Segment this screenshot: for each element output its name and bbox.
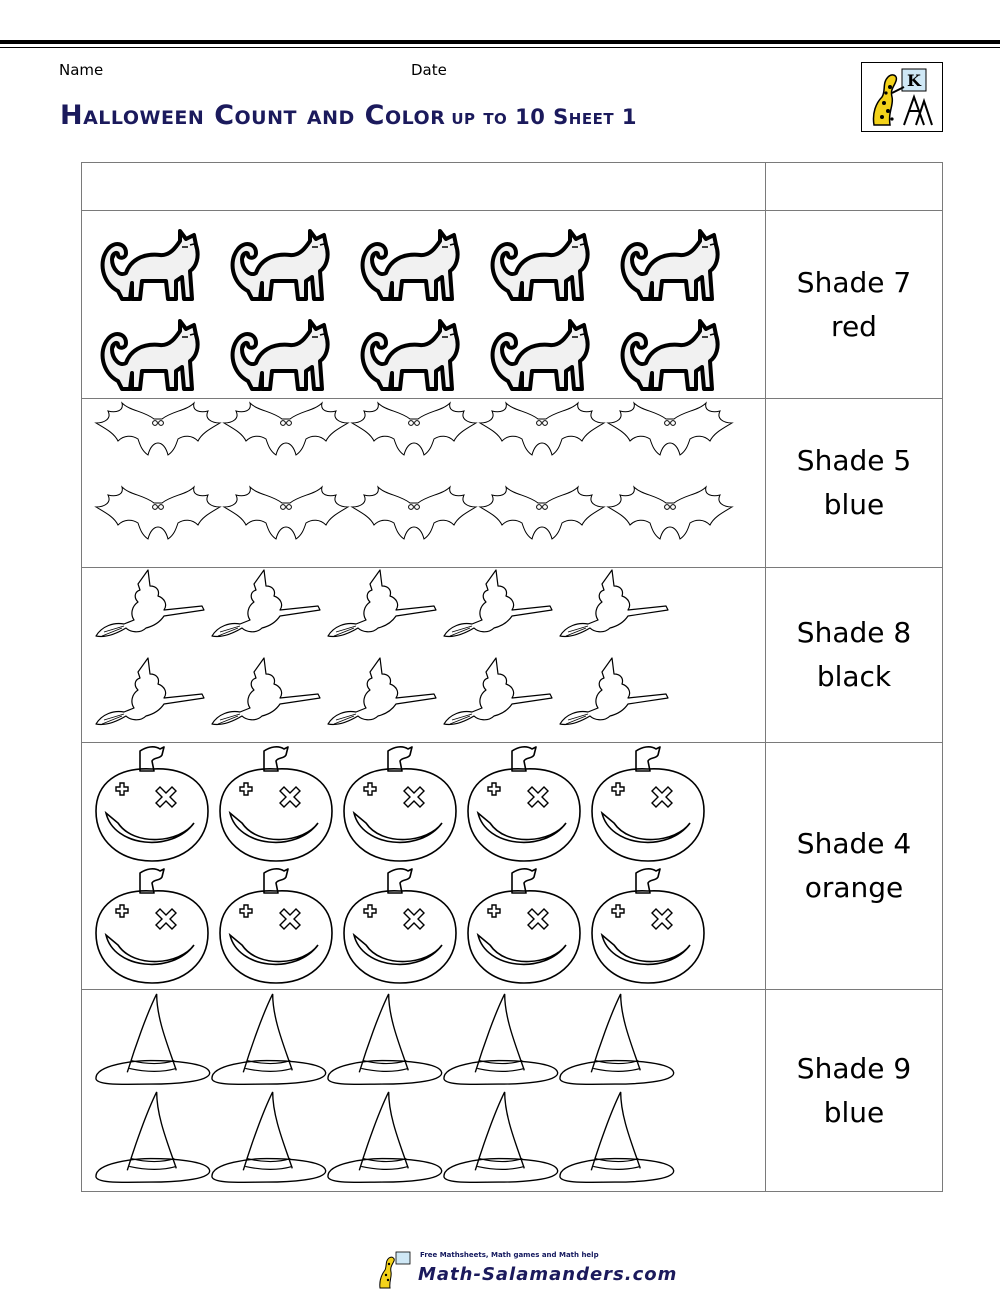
cat-icon <box>363 321 458 389</box>
header-cell-blank-right <box>766 163 943 211</box>
instruction-color: red <box>831 309 877 343</box>
witch-icon <box>96 570 204 637</box>
instruction-hats <box>766 990 943 1192</box>
pumpkin-icon <box>344 869 456 983</box>
title-main: Halloween Count and Color <box>60 100 446 131</box>
bat-icon <box>608 403 732 455</box>
pumpkin-icon <box>220 869 332 983</box>
worksheet-table <box>81 162 943 1192</box>
worksheet-title <box>60 100 637 131</box>
witch-hat-icon <box>328 994 442 1084</box>
hats-grid <box>82 990 765 1191</box>
cat-icon <box>623 321 718 389</box>
witch-icon <box>328 570 436 637</box>
cat-icon <box>623 231 718 299</box>
bats-cell <box>82 399 766 568</box>
instruction-color: orange <box>804 871 904 904</box>
logo-letter: K <box>907 71 921 90</box>
pumpkin-icon <box>592 747 704 861</box>
title-sub: up to 10 Sheet 1 <box>451 105 637 129</box>
instruction-line: Shade 8 <box>796 616 912 649</box>
witches-grid <box>82 568 765 742</box>
cat-icon <box>493 321 588 389</box>
witches-cell <box>82 568 766 743</box>
witch-hat-icon <box>560 994 674 1084</box>
header-cell-blank <box>82 163 766 211</box>
pumpkin-icon <box>592 869 704 983</box>
cats-cell <box>82 211 766 399</box>
instruction-color: blue <box>823 1095 885 1129</box>
bat-icon <box>352 403 476 455</box>
witch-icon <box>328 658 436 725</box>
witch-icon <box>96 658 204 725</box>
top-rule <box>0 40 1000 44</box>
cat-icon <box>363 231 458 299</box>
witch-icon <box>444 570 552 637</box>
witch-hat-icon <box>96 1092 210 1182</box>
instruction-witches <box>766 568 943 743</box>
top-rule-thin <box>0 47 1000 48</box>
witch-icon <box>444 658 552 725</box>
pumpkin-icon <box>220 747 332 861</box>
cat-icon <box>103 231 198 299</box>
pumpkin-icon <box>96 869 208 983</box>
bat-icon <box>480 487 604 539</box>
witch-icon <box>212 658 320 725</box>
instruction-line: Shade 9 <box>796 1051 912 1085</box>
witch-hat-icon <box>444 1092 558 1182</box>
cat-icon <box>103 321 198 389</box>
footer-salamander-icon <box>374 1250 418 1290</box>
witch-hat-icon <box>560 1092 674 1182</box>
bat-icon <box>224 487 348 539</box>
bat-icon <box>352 487 476 539</box>
name-label: Name <box>59 61 104 79</box>
instruction-pumpkins <box>766 743 943 990</box>
witch-hat-icon <box>328 1092 442 1182</box>
cats-grid <box>82 211 765 398</box>
footer-logo <box>374 1250 678 1290</box>
cat-icon <box>493 231 588 299</box>
witch-hat-icon <box>444 994 558 1084</box>
witch-hat-icon <box>212 994 326 1084</box>
instruction-color: blue <box>823 488 885 521</box>
bat-icon <box>224 403 348 455</box>
instruction-cats <box>766 211 943 399</box>
pumpkin-icon <box>96 747 208 861</box>
instruction-line: Shade 4 <box>796 827 912 860</box>
footer-tagline: Free Mathsheets, Math games and Math help <box>420 1251 599 1259</box>
instruction-line: Shade 5 <box>796 444 912 477</box>
bat-icon <box>96 403 220 455</box>
salamander-logo <box>861 62 943 132</box>
instruction-bats <box>766 399 943 568</box>
witch-icon <box>560 570 668 637</box>
cat-icon <box>233 231 328 299</box>
bats-grid <box>82 399 765 567</box>
pumpkin-icon <box>344 747 456 861</box>
bat-icon <box>480 403 604 455</box>
instruction-color: black <box>816 660 892 693</box>
footer-site: Math-Salamanders.com <box>418 1264 678 1285</box>
witch-icon <box>560 658 668 725</box>
pumpkin-icon <box>468 747 580 861</box>
pumpkins-grid <box>82 743 765 989</box>
witch-hat-icon <box>212 1092 326 1182</box>
instruction-line: Shade 7 <box>796 265 912 299</box>
bat-icon <box>608 487 732 539</box>
bat-icon <box>96 487 220 539</box>
witch-icon <box>212 570 320 637</box>
date-label: Date <box>411 61 447 79</box>
pumpkin-icon <box>468 869 580 983</box>
cat-icon <box>233 321 328 389</box>
pumpkins-cell <box>82 743 766 990</box>
witch-hat-icon <box>96 994 210 1084</box>
hats-cell <box>82 990 766 1192</box>
